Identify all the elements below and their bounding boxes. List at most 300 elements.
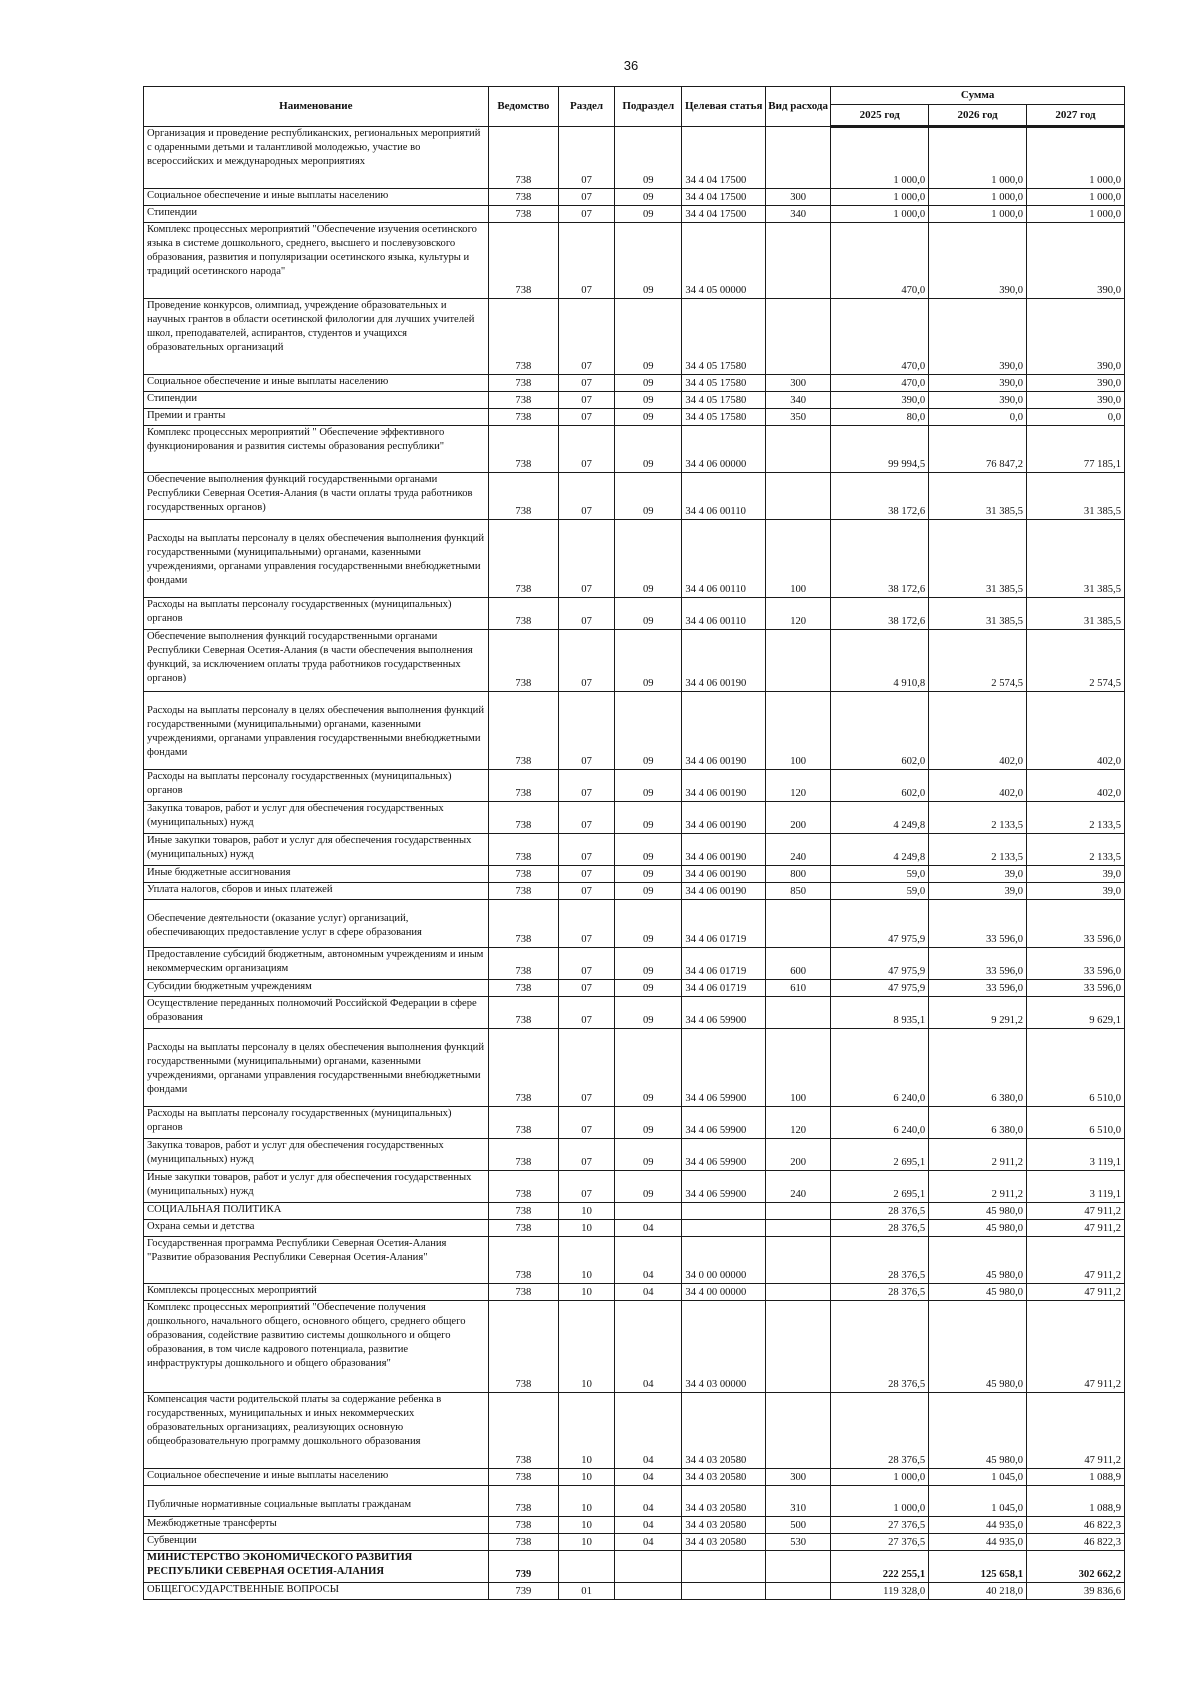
row-razdel: 07 — [559, 866, 615, 883]
row-name: МИНИСТЕРСТВО ЭКОНОМИЧЕСКОГО РАЗВИТИЯ РЕСПУБЛИКИ СЕВЕРНАЯ ОСЕТИЯ-АЛАНИЯ — [144, 1551, 489, 1583]
row-sum-2026: 33 596,0 — [929, 948, 1027, 980]
row-razdel: 07 — [559, 1139, 615, 1171]
row-tselevaya-statya: 34 4 06 00190 — [682, 866, 766, 883]
row-tselevaya-statya: 34 4 05 17580 — [682, 392, 766, 409]
row-podrazdel: 09 — [615, 1029, 682, 1107]
row-razdel: 07 — [559, 206, 615, 223]
table-row — [144, 980, 1125, 997]
table-row — [144, 1551, 1125, 1583]
row-name: Субвенции — [144, 1534, 489, 1551]
row-sum-2025: 602,0 — [831, 770, 929, 802]
row-sum-2027: 39,0 — [1027, 883, 1125, 900]
row-vedomstvo: 738 — [488, 1469, 558, 1486]
row-podrazdel: 09 — [615, 1171, 682, 1203]
row-sum-2025: 119 328,0 — [831, 1583, 929, 1600]
row-sum-2026: 45 980,0 — [929, 1284, 1027, 1301]
row-vid-raskhoda — [766, 127, 831, 189]
table-row — [144, 375, 1125, 392]
row-razdel: 10 — [559, 1220, 615, 1237]
row-razdel: 07 — [559, 189, 615, 206]
row-vedomstvo: 738 — [488, 127, 558, 189]
row-name: Организация и проведение республиканских, региональных мероприятий с одаренными детьми и талантливой молодежью, участие во всероссийских и международных мероприятиях — [144, 127, 489, 189]
row-vedomstvo: 738 — [488, 520, 558, 598]
row-razdel: 07 — [559, 997, 615, 1029]
row-vid-raskhoda — [766, 473, 831, 520]
row-name: Обеспечение выполнения функций государственными органами Республики Северная Осетия-Алания (в части обеспечения выполнения функций, за исключением оплаты труда работников государственных органов) — [144, 630, 489, 692]
row-vedomstvo: 738 — [488, 392, 558, 409]
row-tselevaya-statya: 34 4 05 17580 — [682, 409, 766, 426]
table-row — [144, 1534, 1125, 1551]
row-podrazdel: 09 — [615, 127, 682, 189]
row-sum-2026: 44 935,0 — [929, 1534, 1027, 1551]
row-vedomstvo: 738 — [488, 189, 558, 206]
row-razdel: 07 — [559, 1171, 615, 1203]
header-podrazdel: Подраздел — [615, 87, 682, 127]
row-sum-2027: 33 596,0 — [1027, 948, 1125, 980]
row-vedomstvo: 738 — [488, 223, 558, 299]
row-vid-raskhoda: 610 — [766, 980, 831, 997]
table-row — [144, 1029, 1125, 1107]
row-name: Предоставление субсидий бюджетным, автономным учреждениям и иным некоммерческим организациям — [144, 948, 489, 980]
row-vid-raskhoda: 300 — [766, 375, 831, 392]
row-podrazdel: 09 — [615, 630, 682, 692]
row-sum-2027: 1 000,0 — [1027, 127, 1125, 189]
row-sum-2027: 390,0 — [1027, 223, 1125, 299]
row-sum-2026: 6 380,0 — [929, 1029, 1027, 1107]
row-podrazdel: 09 — [615, 1139, 682, 1171]
row-razdel: 07 — [559, 598, 615, 630]
row-sum-2027: 47 911,2 — [1027, 1220, 1125, 1237]
row-vid-raskhoda: 300 — [766, 1469, 831, 1486]
row-podrazdel: 09 — [615, 299, 682, 375]
row-sum-2026: 390,0 — [929, 392, 1027, 409]
table-row — [144, 866, 1125, 883]
row-sum-2025: 8 935,1 — [831, 997, 929, 1029]
row-podrazdel: 09 — [615, 866, 682, 883]
row-name: Компенсация части родительской платы за содержание ребенка в государственных, муниципальных и иных некоммерческих образовательных организациях, реализующих основную общеобразовательную программу дошкольного образования — [144, 1393, 489, 1469]
row-sum-2026: 31 385,5 — [929, 520, 1027, 598]
row-sum-2026: 390,0 — [929, 223, 1027, 299]
row-sum-2025: 470,0 — [831, 299, 929, 375]
row-vid-raskhoda — [766, 1237, 831, 1284]
row-name: Социальное обеспечение и иные выплаты населению — [144, 189, 489, 206]
row-podrazdel: 09 — [615, 883, 682, 900]
row-sum-2025: 28 376,5 — [831, 1237, 929, 1284]
row-vid-raskhoda: 120 — [766, 598, 831, 630]
row-sum-2027: 31 385,5 — [1027, 473, 1125, 520]
row-name: Государственная программа Республики Северная Осетия-Алания "Развитие образования Республики Северная Осетия-Алания" — [144, 1237, 489, 1284]
row-podrazdel: 09 — [615, 598, 682, 630]
row-vedomstvo: 738 — [488, 1534, 558, 1551]
row-podrazdel: 09 — [615, 189, 682, 206]
row-podrazdel: 04 — [615, 1220, 682, 1237]
row-vid-raskhoda: 310 — [766, 1486, 831, 1517]
row-sum-2026: 31 385,5 — [929, 598, 1027, 630]
row-razdel: 07 — [559, 375, 615, 392]
row-tselevaya-statya: 34 4 06 00110 — [682, 473, 766, 520]
row-razdel: 10 — [559, 1284, 615, 1301]
row-sum-2025: 2 695,1 — [831, 1139, 929, 1171]
row-vid-raskhoda — [766, 1203, 831, 1220]
row-razdel: 07 — [559, 900, 615, 948]
row-name: Субсидии бюджетным учреждениям — [144, 980, 489, 997]
row-podrazdel: 09 — [615, 520, 682, 598]
row-name: Иные закупки товаров, работ и услуг для обеспечения государственных (муниципальных) нужд — [144, 834, 489, 866]
row-podrazdel: 09 — [615, 900, 682, 948]
header-razdel: Раздел — [559, 87, 615, 127]
row-razdel: 07 — [559, 127, 615, 189]
row-vid-raskhoda: 600 — [766, 948, 831, 980]
table-row — [144, 392, 1125, 409]
row-razdel: 10 — [559, 1203, 615, 1220]
row-podrazdel — [615, 1583, 682, 1600]
row-vedomstvo: 738 — [488, 1139, 558, 1171]
row-vedomstvo: 739 — [488, 1583, 558, 1600]
row-tselevaya-statya: 34 4 06 00190 — [682, 802, 766, 834]
row-razdel: 07 — [559, 980, 615, 997]
row-tselevaya-statya: 34 4 06 59900 — [682, 997, 766, 1029]
row-vedomstvo: 738 — [488, 692, 558, 770]
row-vid-raskhoda: 500 — [766, 1517, 831, 1534]
row-vid-raskhoda — [766, 426, 831, 473]
row-vedomstvo: 738 — [488, 1220, 558, 1237]
row-sum-2025: 470,0 — [831, 223, 929, 299]
table-row — [144, 520, 1125, 598]
row-sum-2025: 1 000,0 — [831, 1486, 929, 1517]
row-sum-2026: 390,0 — [929, 299, 1027, 375]
row-sum-2025: 470,0 — [831, 375, 929, 392]
row-sum-2025: 602,0 — [831, 692, 929, 770]
row-sum-2025: 28 376,5 — [831, 1301, 929, 1393]
table-row — [144, 299, 1125, 375]
row-podrazdel: 09 — [615, 473, 682, 520]
row-vedomstvo: 738 — [488, 948, 558, 980]
row-razdel: 07 — [559, 802, 615, 834]
row-name: Расходы на выплаты персоналу государственных (муниципальных) органов — [144, 770, 489, 802]
table-row — [144, 900, 1125, 948]
row-podrazdel: 09 — [615, 948, 682, 980]
row-sum-2026: 2 133,5 — [929, 802, 1027, 834]
row-sum-2027: 1 088,9 — [1027, 1469, 1125, 1486]
row-vid-raskhoda: 100 — [766, 520, 831, 598]
row-sum-2025: 47 975,9 — [831, 948, 929, 980]
row-name: Осуществление переданных полномочий Российской Федерации в сфере образования — [144, 997, 489, 1029]
row-razdel: 07 — [559, 1107, 615, 1139]
table-row — [144, 883, 1125, 900]
row-vedomstvo: 738 — [488, 1301, 558, 1393]
row-vedomstvo: 739 — [488, 1551, 558, 1583]
table-row — [144, 834, 1125, 866]
row-tselevaya-statya: 34 4 06 00190 — [682, 883, 766, 900]
table-row — [144, 1237, 1125, 1284]
row-name: Проведение конкурсов, олимпиад, учреждение образовательных и научных грантов в области осетинской филологии для лучших учителей школ, преподавателей, аспирантов, студентов и учащихся образовательных организаций — [144, 299, 489, 375]
row-vid-raskhoda: 300 — [766, 189, 831, 206]
row-vedomstvo: 738 — [488, 770, 558, 802]
row-name: Стипендии — [144, 206, 489, 223]
row-sum-2025: 390,0 — [831, 392, 929, 409]
row-vedomstvo: 738 — [488, 1171, 558, 1203]
row-name: Уплата налогов, сборов и иных платежей — [144, 883, 489, 900]
row-vid-raskhoda — [766, 1393, 831, 1469]
row-razdel: 07 — [559, 948, 615, 980]
row-sum-2025: 6 240,0 — [831, 1107, 929, 1139]
row-vedomstvo: 738 — [488, 426, 558, 473]
row-sum-2025: 38 172,6 — [831, 598, 929, 630]
row-sum-2026: 40 218,0 — [929, 1583, 1027, 1600]
table-row — [144, 598, 1125, 630]
row-sum-2025: 38 172,6 — [831, 520, 929, 598]
table-row — [144, 692, 1125, 770]
table-row — [144, 409, 1125, 426]
row-tselevaya-statya: 34 4 06 01719 — [682, 900, 766, 948]
row-vid-raskhoda: 200 — [766, 802, 831, 834]
row-tselevaya-statya: 34 4 03 00000 — [682, 1301, 766, 1393]
table-row — [144, 770, 1125, 802]
row-tselevaya-statya: 34 4 06 59900 — [682, 1139, 766, 1171]
row-razdel: 07 — [559, 409, 615, 426]
row-sum-2025: 1 000,0 — [831, 1469, 929, 1486]
row-sum-2025: 4 910,8 — [831, 630, 929, 692]
row-name: Социальное обеспечение и иные выплаты населению — [144, 1469, 489, 1486]
row-sum-2026: 6 380,0 — [929, 1107, 1027, 1139]
row-tselevaya-statya: 34 4 06 00190 — [682, 630, 766, 692]
row-vid-raskhoda: 800 — [766, 866, 831, 883]
row-vid-raskhoda — [766, 299, 831, 375]
row-tselevaya-statya — [682, 1551, 766, 1583]
row-sum-2025: 28 376,5 — [831, 1284, 929, 1301]
row-vedomstvo: 738 — [488, 997, 558, 1029]
row-sum-2026: 31 385,5 — [929, 473, 1027, 520]
row-sum-2027: 0,0 — [1027, 409, 1125, 426]
row-vedomstvo: 738 — [488, 1486, 558, 1517]
row-vedomstvo: 738 — [488, 883, 558, 900]
row-sum-2026: 9 291,2 — [929, 997, 1027, 1029]
row-razdel: 07 — [559, 392, 615, 409]
row-sum-2026: 1 045,0 — [929, 1486, 1027, 1517]
row-sum-2027: 2 133,5 — [1027, 802, 1125, 834]
row-name: Иные закупки товаров, работ и услуг для обеспечения государственных (муниципальных) нужд — [144, 1171, 489, 1203]
row-sum-2027: 3 119,1 — [1027, 1139, 1125, 1171]
row-vedomstvo: 738 — [488, 299, 558, 375]
row-vid-raskhoda — [766, 1220, 831, 1237]
table-row — [144, 1284, 1125, 1301]
header-year-2027: 2027 год — [1027, 105, 1125, 127]
row-podrazdel: 09 — [615, 770, 682, 802]
header-year-2025: 2025 год — [831, 105, 929, 127]
row-sum-2026: 2 911,2 — [929, 1171, 1027, 1203]
row-tselevaya-statya: 34 4 06 00190 — [682, 692, 766, 770]
row-sum-2027: 33 596,0 — [1027, 900, 1125, 948]
budget-table — [143, 86, 1125, 1600]
row-tselevaya-statya: 34 4 06 00190 — [682, 770, 766, 802]
row-razdel: 07 — [559, 223, 615, 299]
row-name: Обеспечение деятельности (оказание услуг) организаций, обеспечивающих предоставление услуг в сфере образования — [144, 900, 489, 948]
row-sum-2027: 33 596,0 — [1027, 980, 1125, 997]
row-vedomstvo: 738 — [488, 1029, 558, 1107]
row-podrazdel: 09 — [615, 223, 682, 299]
table-row — [144, 1203, 1125, 1220]
row-podrazdel: 04 — [615, 1284, 682, 1301]
row-tselevaya-statya — [682, 1583, 766, 1600]
row-tselevaya-statya: 34 4 04 17500 — [682, 189, 766, 206]
row-sum-2027: 46 822,3 — [1027, 1517, 1125, 1534]
row-sum-2025: 28 376,5 — [831, 1203, 929, 1220]
table-row — [144, 223, 1125, 299]
header-tselevaya-statya: Целевая статья — [682, 87, 766, 127]
table-row — [144, 997, 1125, 1029]
row-sum-2025: 222 255,1 — [831, 1551, 929, 1583]
table-row — [144, 206, 1125, 223]
row-razdel: 07 — [559, 520, 615, 598]
row-razdel: 07 — [559, 834, 615, 866]
row-name: Премии и гранты — [144, 409, 489, 426]
row-sum-2026: 0,0 — [929, 409, 1027, 426]
table-row — [144, 1517, 1125, 1534]
row-vid-raskhoda — [766, 1284, 831, 1301]
row-vid-raskhoda: 530 — [766, 1534, 831, 1551]
row-tselevaya-statya: 34 4 03 20580 — [682, 1469, 766, 1486]
row-name: Расходы на выплаты персоналу государственных (муниципальных) органов — [144, 598, 489, 630]
row-sum-2027: 302 662,2 — [1027, 1551, 1125, 1583]
row-sum-2027: 9 629,1 — [1027, 997, 1125, 1029]
row-sum-2025: 80,0 — [831, 409, 929, 426]
table-row — [144, 1107, 1125, 1139]
row-name: Иные бюджетные ассигнования — [144, 866, 489, 883]
row-sum-2026: 402,0 — [929, 692, 1027, 770]
row-vid-raskhoda — [766, 223, 831, 299]
row-podrazdel: 09 — [615, 1107, 682, 1139]
row-vid-raskhoda: 350 — [766, 409, 831, 426]
row-sum-2026: 45 980,0 — [929, 1393, 1027, 1469]
row-name: Комплекс процессных мероприятий " Обеспечение эффективного функционирования и развития системы образования республики" — [144, 426, 489, 473]
row-tselevaya-statya: 34 4 06 00110 — [682, 598, 766, 630]
row-podrazdel: 04 — [615, 1534, 682, 1551]
row-sum-2026: 390,0 — [929, 375, 1027, 392]
row-tselevaya-statya: 34 4 05 00000 — [682, 223, 766, 299]
row-vedomstvo: 738 — [488, 630, 558, 692]
row-vedomstvo: 738 — [488, 834, 558, 866]
table-row — [144, 1139, 1125, 1171]
row-podrazdel: 09 — [615, 834, 682, 866]
row-name: Стипендии — [144, 392, 489, 409]
header-vedomstvo: Ведомство — [488, 87, 558, 127]
row-name: Закупка товаров, работ и услуг для обеспечения государственных (муниципальных) нужд — [144, 802, 489, 834]
row-razdel: 07 — [559, 770, 615, 802]
row-vedomstvo: 738 — [488, 802, 558, 834]
row-vid-raskhoda — [766, 630, 831, 692]
row-vedomstvo: 738 — [488, 1284, 558, 1301]
row-sum-2026: 402,0 — [929, 770, 1027, 802]
row-sum-2026: 1 000,0 — [929, 189, 1027, 206]
row-podrazdel: 04 — [615, 1486, 682, 1517]
row-vid-raskhoda: 120 — [766, 1107, 831, 1139]
row-podrazdel: 09 — [615, 980, 682, 997]
row-name: Комплексы процессных мероприятий — [144, 1284, 489, 1301]
row-razdel: 10 — [559, 1517, 615, 1534]
row-razdel: 10 — [559, 1486, 615, 1517]
row-sum-2025: 2 695,1 — [831, 1171, 929, 1203]
row-sum-2026: 2 133,5 — [929, 834, 1027, 866]
row-sum-2026: 2 911,2 — [929, 1139, 1027, 1171]
row-sum-2025: 38 172,6 — [831, 473, 929, 520]
row-podrazdel — [615, 1203, 682, 1220]
row-podrazdel: 09 — [615, 409, 682, 426]
row-razdel — [559, 1551, 615, 1583]
row-sum-2027: 39 836,6 — [1027, 1583, 1125, 1600]
row-podrazdel: 04 — [615, 1237, 682, 1284]
row-tselevaya-statya: 34 4 06 00110 — [682, 520, 766, 598]
row-vid-raskhoda: 340 — [766, 392, 831, 409]
page-number: 36 — [623, 58, 639, 73]
row-tselevaya-statya: 34 4 00 00000 — [682, 1284, 766, 1301]
row-sum-2026: 2 574,5 — [929, 630, 1027, 692]
row-podrazdel: 09 — [615, 997, 682, 1029]
row-podrazdel: 04 — [615, 1517, 682, 1534]
row-tselevaya-statya: 34 4 03 20580 — [682, 1517, 766, 1534]
row-name: Расходы на выплаты персоналу в целях обеспечения выполнения функций государственными (муниципальными) органами, казенными учреждениями, органами управления государственными внебюджетными фондами — [144, 692, 489, 770]
row-razdel: 01 — [559, 1583, 615, 1600]
row-vid-raskhoda — [766, 900, 831, 948]
row-name: Охрана семьи и детства — [144, 1220, 489, 1237]
row-tselevaya-statya: 34 4 04 17500 — [682, 127, 766, 189]
row-name: Расходы на выплаты персоналу государственных (муниципальных) органов — [144, 1107, 489, 1139]
table-row — [144, 1469, 1125, 1486]
table-body — [144, 127, 1125, 1600]
row-sum-2027: 47 911,2 — [1027, 1301, 1125, 1393]
row-vedomstvo: 738 — [488, 1393, 558, 1469]
row-name: Социальное обеспечение и иные выплаты населению — [144, 375, 489, 392]
row-sum-2026: 45 980,0 — [929, 1203, 1027, 1220]
table-row — [144, 1171, 1125, 1203]
row-razdel: 07 — [559, 883, 615, 900]
row-sum-2025: 1 000,0 — [831, 127, 929, 189]
row-vedomstvo: 738 — [488, 375, 558, 392]
row-sum-2026: 39,0 — [929, 866, 1027, 883]
row-sum-2025: 47 975,9 — [831, 980, 929, 997]
row-name: Комплекс процессных мероприятий "Обеспечение получения дошкольного, начального общего, основного общего, среднего общего образования, содействие развитию системы дошкольного и общего образования, в том числе кадрового потенциала, развитие инфраструктуры дошкольного и общего образования" — [144, 1301, 489, 1393]
row-sum-2025: 47 975,9 — [831, 900, 929, 948]
row-sum-2027: 47 911,2 — [1027, 1237, 1125, 1284]
row-sum-2026: 44 935,0 — [929, 1517, 1027, 1534]
row-sum-2027: 390,0 — [1027, 299, 1125, 375]
row-podrazdel: 09 — [615, 692, 682, 770]
row-podrazdel — [615, 1551, 682, 1583]
row-vid-raskhoda: 340 — [766, 206, 831, 223]
row-tselevaya-statya: 34 4 06 01719 — [682, 948, 766, 980]
row-vid-raskhoda: 240 — [766, 1171, 831, 1203]
row-name: СОЦИАЛЬНАЯ ПОЛИТИКА — [144, 1203, 489, 1220]
table-row — [144, 1393, 1125, 1469]
row-tselevaya-statya — [682, 1203, 766, 1220]
row-sum-2026: 1 000,0 — [929, 127, 1027, 189]
row-vedomstvo: 738 — [488, 1203, 558, 1220]
row-sum-2026: 76 847,2 — [929, 426, 1027, 473]
row-tselevaya-statya: 34 4 06 01719 — [682, 980, 766, 997]
row-vid-raskhoda: 850 — [766, 883, 831, 900]
row-sum-2025: 4 249,8 — [831, 802, 929, 834]
row-vedomstvo: 738 — [488, 206, 558, 223]
row-tselevaya-statya: 34 4 03 20580 — [682, 1486, 766, 1517]
header-name: Наименование — [144, 87, 489, 127]
row-sum-2027: 46 822,3 — [1027, 1534, 1125, 1551]
row-name: Межбюджетные трансферты — [144, 1517, 489, 1534]
table-row — [144, 948, 1125, 980]
row-podrazdel: 09 — [615, 375, 682, 392]
row-name: Закупка товаров, работ и услуг для обеспечения государственных (муниципальных) нужд — [144, 1139, 489, 1171]
row-vid-raskhoda: 200 — [766, 1139, 831, 1171]
row-vedomstvo: 738 — [488, 409, 558, 426]
row-sum-2025: 59,0 — [831, 866, 929, 883]
